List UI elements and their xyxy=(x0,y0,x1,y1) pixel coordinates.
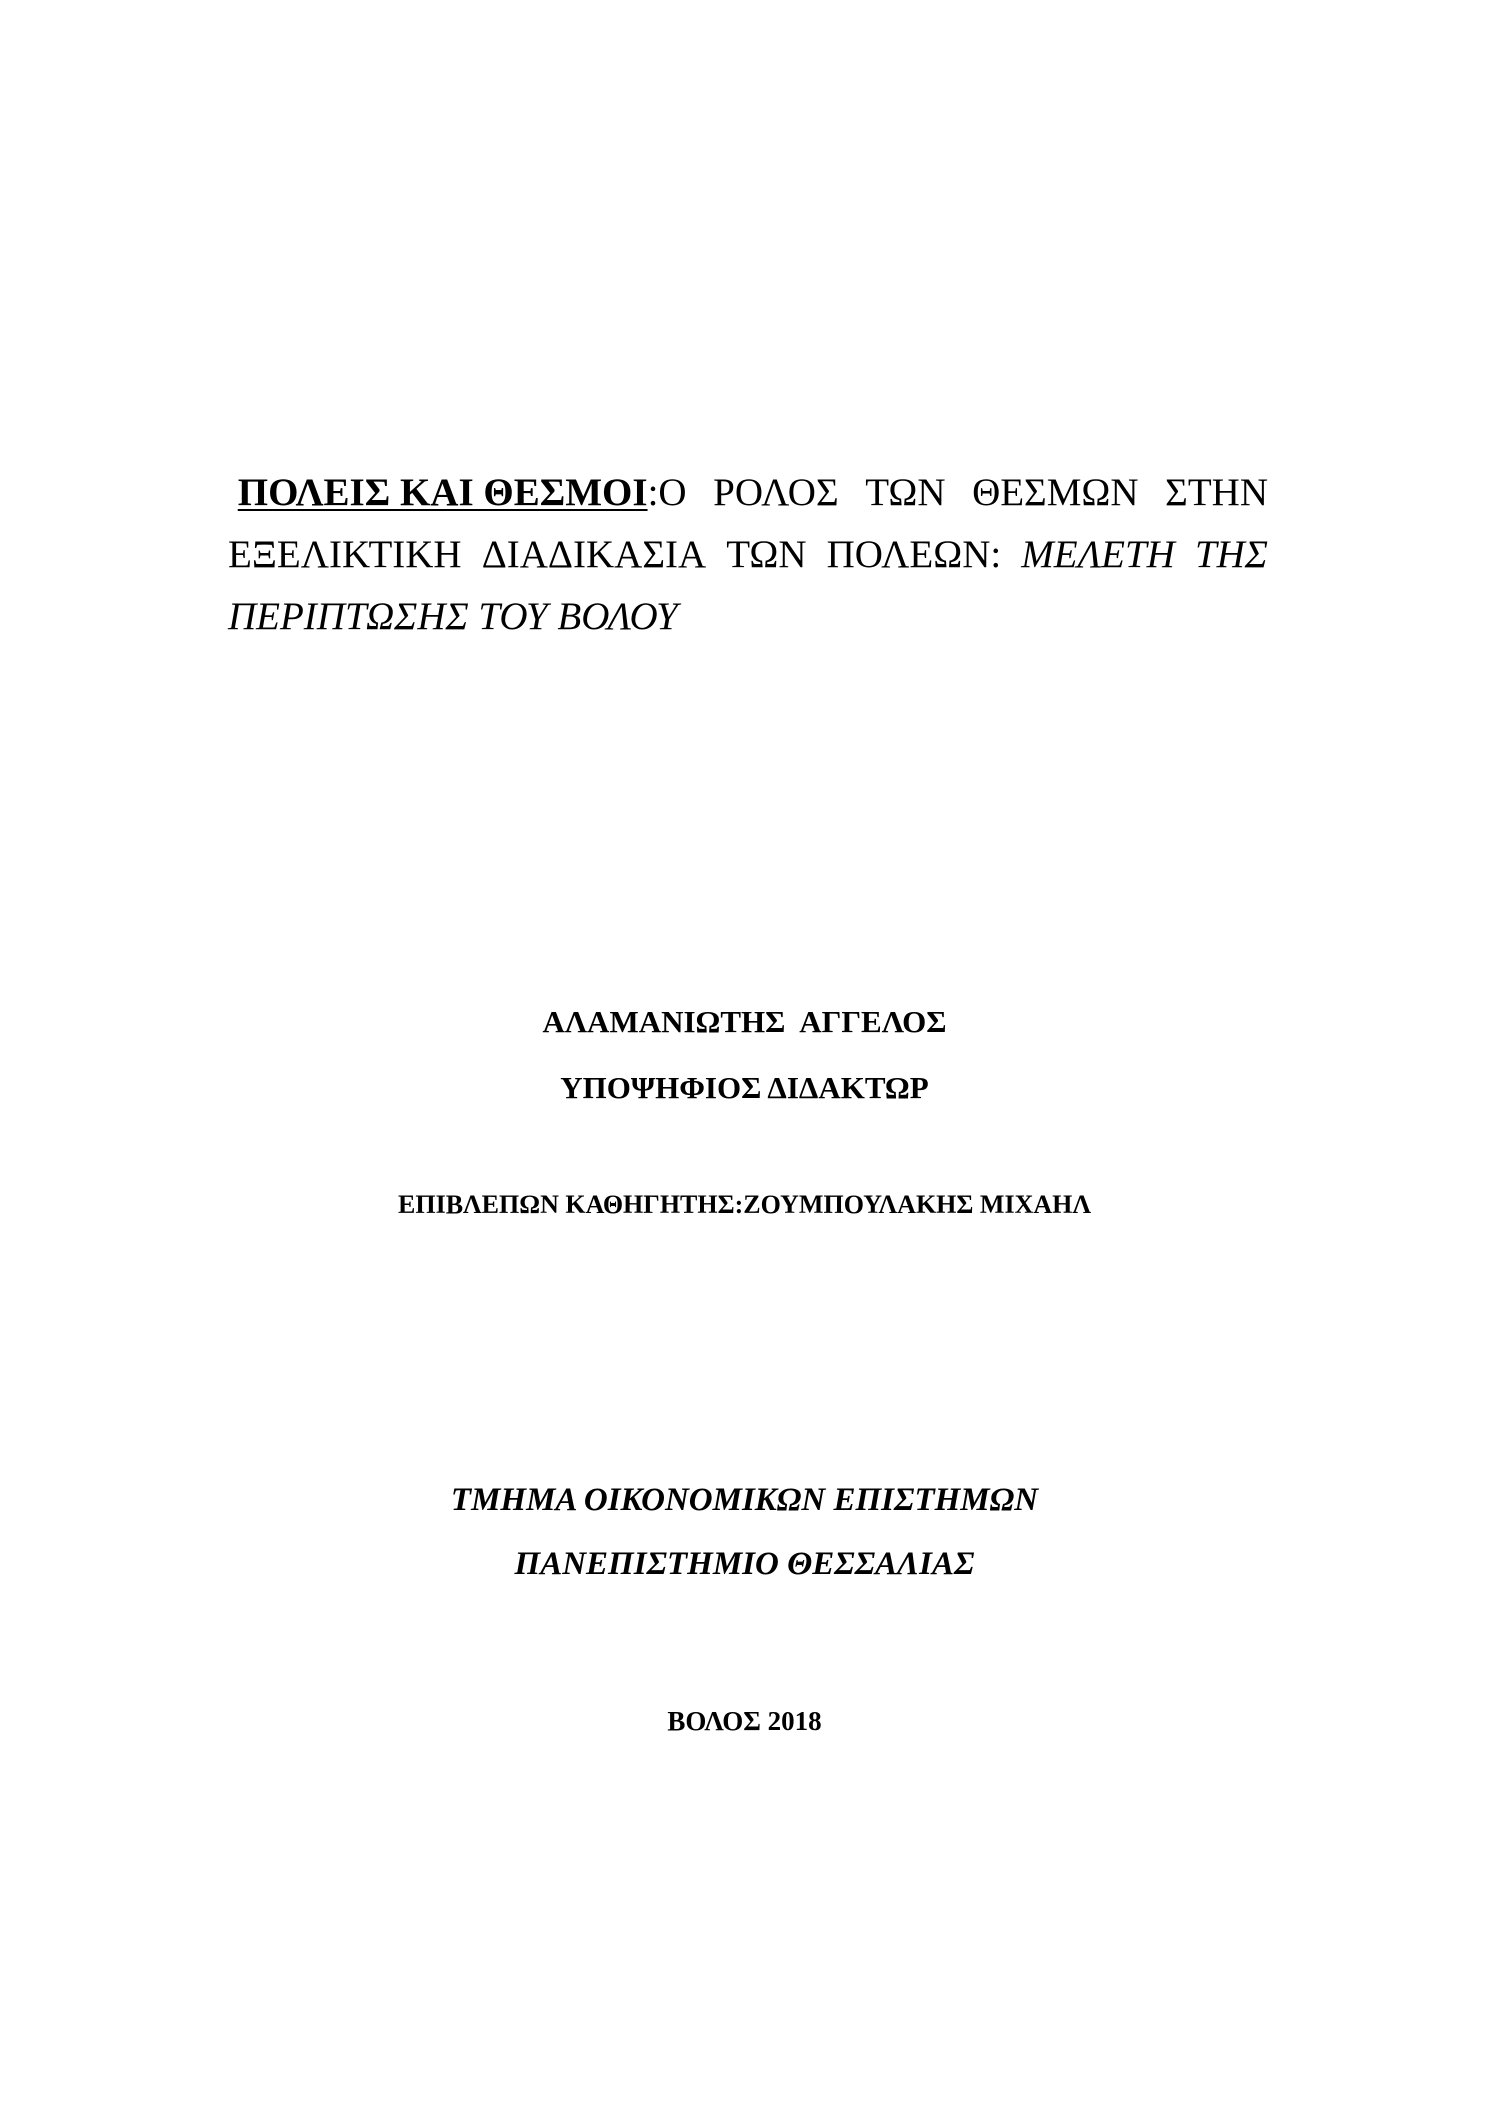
title-word: ΡΟΛΟΣ xyxy=(713,471,839,514)
title-word-italic: ΤΗΣ xyxy=(1194,533,1268,576)
title-word-italic: ΜΕΛΕΤΗ xyxy=(1021,533,1175,576)
thesis-title xyxy=(228,462,1268,648)
title-word: ΤΩΝ xyxy=(865,471,946,514)
university-name: ΠΑΝΕΠΙΣΤΗΜΙΟ ΘΕΣΣΑΛΙΑΣ xyxy=(514,1546,975,1582)
author-role: ΥΠΟΨΗΦΙΟΣ ΔΙΔΑΚΤΩΡ xyxy=(560,1070,929,1105)
department-name: ΤΜΗΜΑ ΟΙΚΟΝΟΜΙΚΩΝ ΕΠΙΣΤΗΜΩΝ xyxy=(450,1482,1039,1518)
title-word: ΔΙΑΔΙΚΑΣΙΑ xyxy=(481,533,707,576)
title-word: ΕΞΕΛΙΚΤΙΚΗ xyxy=(228,533,462,576)
place-and-year: ΒΟΛΟΣ 2018 xyxy=(667,1706,822,1736)
title-line-1 xyxy=(228,462,1268,524)
author-name: ΑΛΑΜΑΝΙΩΤΗΣ ΑΓΓΕΛΟΣ xyxy=(542,1004,947,1039)
title-word: ΠΟΛΕΩΝ: xyxy=(826,533,1002,576)
title-line-2 xyxy=(228,524,1268,586)
title-word: ΣΤΗΝ xyxy=(1165,471,1268,514)
title-word: :Ο xyxy=(647,471,687,514)
title-main-segment xyxy=(228,462,687,524)
title-line-3: ΠΕΡΙΠΤΩΣΗΣ ΤΟΥ ΒΟΛΟΥ xyxy=(228,595,678,638)
title-word: ΤΩΝ xyxy=(726,533,807,576)
supervisor-line: ΕΠΙΒΛΕΠΩΝ ΚΑΘΗΓΗΤΗΣ:ΖΟΥΜΠΟΥΛΑΚΗΣ ΜΙΧΑΗΛ xyxy=(398,1190,1091,1219)
title-word: ΘΕΣΜΩΝ xyxy=(972,471,1139,514)
title-main: ΠΟΛΕΙΣ ΚΑΙ ΘΕΣΜΟΙ xyxy=(237,471,648,514)
